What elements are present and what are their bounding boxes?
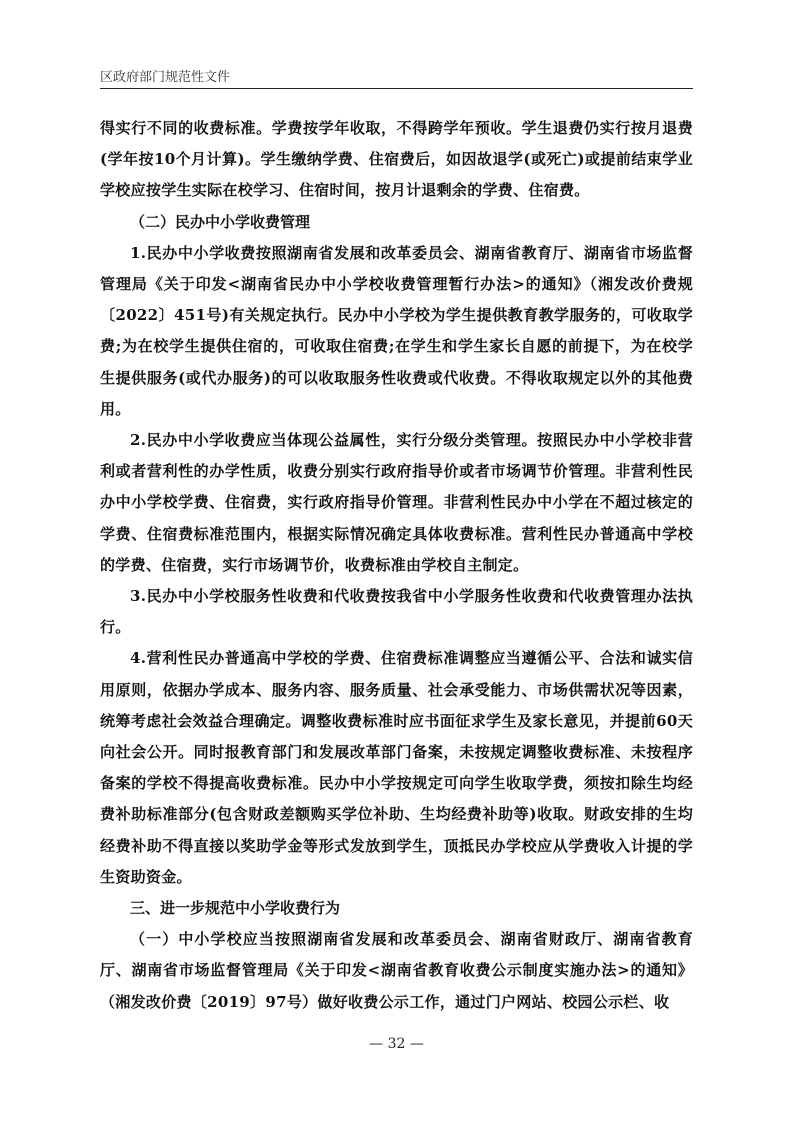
- document-body: [100, 113, 693, 1018]
- header-rule: [100, 88, 693, 89]
- paragraph-item-4: 4.营利性民办普通高中学校的学费、住宿费标准调整应当遵循公平、合法和诚实信用原则，依据办学成本、服务内容、服务质量、社会承受能力、市场供需状况等因素，统筹考虑社会效益合理确定。调整收费标准时应书面征求学生及家长意见，并提前60天向社会公开。同时报教育部门和发展改革部门备案，未按规定调整收费标准、未按程序备案的学校不得提高收费标准。民办中小学按规定可向学生收取学费，须按扣除生均经费补助标准部分(包含财政差额购买学位补助、生均经费补助等)收取。财政安排的生均经费补助不得直接以奖助学金等形式发放到学生，顶抵民办学校应从学费收入计提的学生资助资金。: [100, 649, 693, 886]
- section-heading-private-schools: （二）民办中小学收费管理: [130, 212, 311, 231]
- running-header: 区政府部门规范性文件: [100, 70, 231, 85]
- paragraph-section-three-1: （一）中小学校应当按照湖南省发展和改革委员会、湖南省财政厅、湖南省教育厅、湖南省市场监督管理局《关于印发<湖南省教育收费公示制度实施办法>的通知》（湘发改价费〔2019〕97号）做好收费公示工作，通过门户网站、校园公示栏、收: [100, 930, 693, 1011]
- paragraph-item-3: 3.民办中小学校服务性收费和代收费按我省中小学服务性收费和代收费管理办法执行。: [100, 587, 693, 637]
- paragraph-continued: 得实行不同的收费标准。学费按学年收取，不得跨学年预收。学生退费仍实行按月退费(学年按10个月计算)。学生缴纳学费、住宿费后，如因故退学(或死亡)或提前结束学业学校应按学生实际在校学习、住宿时间，按月计退剩余的学费、住宿费。: [100, 119, 693, 200]
- section-heading-three: 三、进一步规范中小学收费行为: [130, 899, 341, 918]
- page-number: — 32 —: [369, 1036, 424, 1052]
- paragraph-item-2: 2.民办中小学收费应当体现公益属性，实行分级分类管理。按照民办中小学校非营利或者营利性的办学性质，收费分别实行政府指导价或者市场调节价管理。非营利性民办中小学校学费、住宿费，实行政府指导价管理。非营利性民办中小学在不超过核定的学费、住宿费标准范围内，根据实际情况确定具体收费标准。营利性民办普通高中学校的学费、住宿费，实行市场调节价，收费标准由学校自主制定。: [100, 431, 693, 574]
- paragraph-item-1: 1.民办中小学收费按照湖南省发展和改革委员会、湖南省教育厅、湖南省市场监督管理局《关于印发<湖南省民办中小学校收费管理暂行办法>的通知》（湘发改价费规〔2022〕451号)有关规定执行。民办中小学校为学生提供教育教学服务的，可收取学费;为在校学生提供住宿的，可收取住宿费;在学生和学生家长自愿的前提下，为在校学生提供服务(或代办服务)的可以收取服务性收费或代收费。不得收取规定以外的其他费用。: [100, 243, 693, 418]
